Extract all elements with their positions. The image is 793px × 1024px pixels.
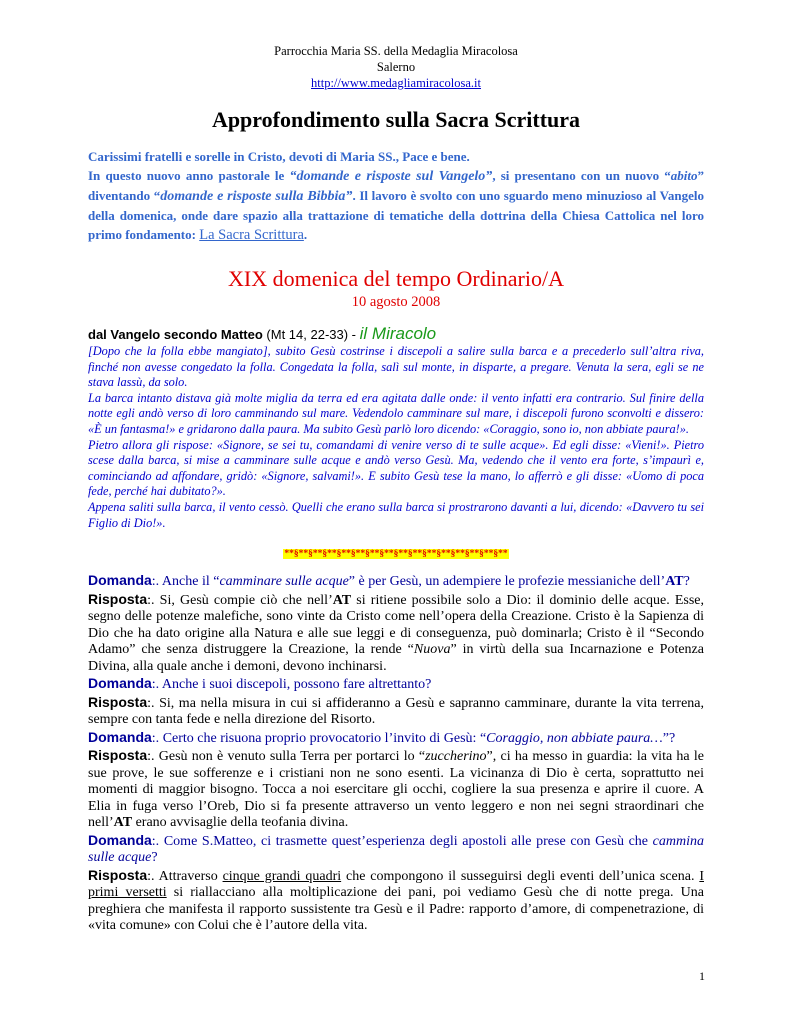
sacra-scrittura-link: La Sacra Scrittura [199, 227, 304, 243]
question-text: camminare sulle acque [219, 574, 349, 590]
gospel-paragraph: Pietro allora gli rispose: «Signore, se sei tu, comandami di venire verso di te sulle acque». Ed egli disse: «Vieni!». Pietro scese dalla barca, si mise a camminare sulle acque e andò verso Gesù. Ma, vedendo che il vento era forte, s’impaurì e, cominciando ad affondare, gridò: «Signore, salvami!». E subito Gesù tese la mano, lo afferrò e gli disse: «Uomo di poca fede, perché hai dubitato?». [88, 437, 704, 499]
question [88, 832, 704, 867]
question-text: Anche il “ [161, 574, 220, 590]
gospel-paragraph: Appena saliti sulla barca, il vento cessò. Quelli che erano sulla barca si prostrarono davanti a lui, dicendo: «Davvero tu sei Figlio di Dio!». [88, 499, 704, 530]
intro-text-part: . [303, 227, 308, 242]
answer-text: si riallacciano alla moltiplicazione dei pani, poi vediamo Gesù che di notte prega. Una preghiera che manifesta il rapporto sussistente tra Gesù e il Padre: rapporto d’amore, di compenetrazione, di «vita comune» con Colui che è l’autore della vita. [88, 885, 704, 934]
gospel-heading [88, 325, 704, 344]
label-colon: :. [147, 592, 160, 608]
answer [88, 747, 704, 832]
question-text: AT [665, 574, 684, 590]
answer-text: I primi versetti [88, 868, 704, 901]
answer-text: Si, ma nella misura in cui si affideranno a Gesù e sapranno camminare, durante la vita terrena, sempre con tanta fede e nella direzione del Risorto. [88, 695, 705, 728]
gospel-paragraph: [Dopo che la folla ebbe mangiato], subito Gesù costrinse i discepoli a salire sulla barca e a precederlo sull’altra riva, finché non avesse congedato la folla. Congedata la folla, salì sul monte, in disparte, a pregare. Venuta la sera, egli se ne stava lassù, da solo. [88, 344, 704, 390]
sunday-title: XIX domenica del tempo Ordinario/A [227, 266, 564, 291]
intro-text-part: , si presentano con un nuovo “ [492, 168, 671, 183]
question [88, 729, 704, 748]
answer-text: cinque grandi quadri [222, 868, 342, 884]
gospel-reference: (Mt 14, 22-33) - [262, 327, 360, 342]
label-colon: :. [147, 695, 160, 711]
answer-text: Attraverso [158, 868, 223, 884]
label-colon: :. [151, 730, 163, 746]
intro-greeting: Carissimi fratelli e sorelle in Cristo, devoti di Maria SS., Pace e bene. [88, 149, 470, 164]
document-page [88, 0, 704, 935]
gospel-paragraph: La barca intanto distava già molte miglia da terra ed era agitata dalle onde: il vento infatti era contrario. Sul finire della notte egli andò verso di loro camminando sul mare. Vedendolo camminare sul mare, i discepoli furono sconvolti e dissero: «È un fantasma!» e gridarono dalla paura. Ma subito Gesù parlò loro dicendo: «Coraggio, sono io, non abbiate paura!». [88, 390, 704, 436]
question-label: Domanda [88, 831, 152, 848]
answer-label: Risposta [88, 747, 148, 764]
question-text: cammina sulle acque [88, 833, 704, 866]
answer [88, 591, 704, 676]
question-label: Domanda [88, 572, 152, 589]
question-text: ? [151, 850, 158, 866]
answer [88, 867, 704, 935]
question-label: Domanda [88, 728, 152, 745]
sunday-date: 10 agosto 2008 [351, 294, 441, 310]
answer-text: ”, ci ha messo in guardia: la vita ha le sue prove, le sue sofferenze e i cristiani non ne sono esenti. La vicinanza di Dio è certa, soprattutto nei momenti di maggior bisogno. Tocca a noi esercitare gli occhi, cogliere la sua presenza e aprire il cuore. A Elia in fuga verso l’Oreb, Dio si fa presente attraverso un vento leggero e non nei segni straordinari che nell’ [88, 749, 704, 831]
answer-label: Risposta [88, 866, 148, 883]
answer [88, 694, 704, 729]
qa-section [88, 572, 704, 935]
city-name: Salerno [376, 60, 416, 74]
label-colon: :. [151, 677, 162, 693]
question-text: ? [683, 574, 690, 590]
intro-body [88, 166, 704, 245]
answer-label: Risposta [88, 590, 148, 607]
answer-text: ” in virtù della sua Incarnazione e Potenza Divina, alla quale anche i demoni, devono inchinarsi. [88, 642, 704, 674]
gospel-text [88, 344, 704, 531]
intro-text-part: ” diventando “ [88, 168, 704, 203]
question-text: Certo che risuona proprio provocatorio l’invito di Gesù: “ [162, 730, 487, 746]
answer-text: si ritiene possibile solo a Dio: il dominio delle acque. Esse, segno delle potenze malefiche, sono vinte da Cristo come nell’opera della Creazione. Cristo è la Sapienza di Dio che ha dato origine alla Natura e alle sue leggi e di conseguenza, può dominarla; Cristo è il “Secondo Adamo” che senza distruggere la Creazione, la rende “ [88, 592, 705, 658]
intro-text-part: In questo nuovo anno pastorale le [88, 168, 290, 183]
answer-text: erano avvisaglie della teofania divina. [132, 815, 349, 831]
answer-text: zuccherino [425, 749, 487, 765]
intro-quote: “domande e risposte sul Vangelo” [289, 169, 493, 184]
page-title: Approfondimento sulla Sacra Scrittura [211, 107, 581, 132]
label-colon: :. [147, 868, 159, 884]
intro-quote: abito [670, 168, 698, 183]
parish-name: Parrocchia Maria SS. della Medaglia Miracolosa [274, 44, 518, 58]
question-text: Coraggio, non abbiate paura… [486, 730, 663, 746]
answer-text: Si, Gesù compie ciò che nell’ [159, 592, 333, 608]
gospel-theme: il Miracolo [359, 324, 437, 343]
question-text: Anche i suoi discepoli, possono fare altrettanto? [161, 677, 432, 693]
intro-text-part: . Il lavoro è svolto con uno sguardo meno minuzioso al Vangelo della domenica, onde dare spazio alla trattazione di tematiche della dottrina della Chiesa Cattolica nel loro primo fondamento: [88, 188, 704, 242]
page-number: 1 [699, 969, 705, 983]
answer-text: Nuova [413, 642, 451, 658]
question-text: ”? [662, 730, 676, 746]
intro-text [88, 147, 704, 245]
label-colon: :. [151, 574, 162, 590]
question-text: ” è per Gesù, un adempiere le profezie messianiche dell’ [348, 574, 666, 590]
parish-website-link[interactable]: http://www.medagliamiracolosa.it [311, 76, 481, 90]
label-colon: :. [147, 749, 159, 765]
intro-quote: domande e risposte sulla Bibbia” [160, 189, 353, 204]
answer-text: Gesù non è venuto sulla Terra per portarci lo “ [158, 749, 426, 765]
answer-text: che compongono il susseguirsi degli eventi dell’unica scena. [341, 868, 700, 884]
gospel-source: dal Vangelo secondo Matteo [88, 327, 263, 342]
label-colon: :. [151, 833, 164, 849]
answer-label: Risposta [88, 693, 148, 710]
question [88, 675, 704, 694]
question-label: Domanda [88, 675, 152, 692]
question [88, 572, 704, 591]
section-separator [88, 543, 704, 559]
question-text: Come S.Matteo, ci trasmette quest’esperienza degli apostoli alle prese con Gesù che [163, 833, 653, 849]
separator-text: **§**§**§**§**§**§**§**§**§**§**§**§**§**§**§** [284, 549, 508, 560]
answer-text: AT [332, 592, 352, 608]
answer-text: AT [113, 815, 133, 831]
parish-header [88, 43, 704, 91]
